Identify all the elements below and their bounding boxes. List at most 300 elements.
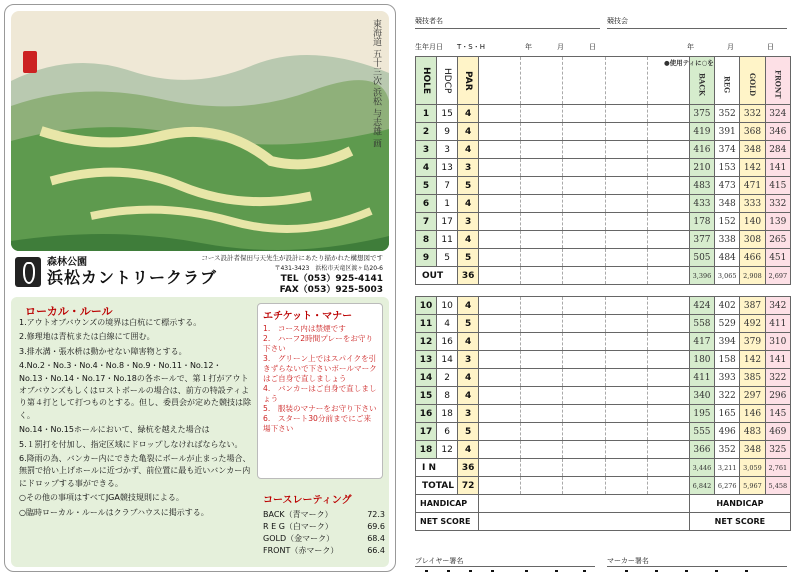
hole-hdcp: 5 — [437, 249, 458, 267]
score-entry-cell[interactable] — [563, 315, 605, 333]
grand-total-row-gold: 5,967 — [740, 477, 765, 495]
score-entry-cell[interactable] — [605, 369, 647, 387]
score-entry-cell[interactable] — [605, 315, 647, 333]
score-total-cell[interactable] — [605, 267, 647, 285]
hole-number: 1 — [416, 105, 437, 123]
rating-value: 72.3 — [367, 510, 385, 519]
back-yardage: 210 — [689, 159, 714, 177]
reg-yardage: 391 — [715, 123, 740, 141]
reg-yardage: 153 — [715, 159, 740, 177]
hole-row — [416, 369, 791, 387]
gold-yardage: 385 — [740, 369, 765, 387]
hole-hdcp: 16 — [437, 333, 458, 351]
gold-yardage: 471 — [740, 177, 765, 195]
hole-row — [416, 141, 791, 159]
hole-hdcp: 7 — [437, 177, 458, 195]
score-entry-cell[interactable] — [563, 297, 605, 315]
local-rule: 2.修理地は青杭または白線にて囲む。 — [19, 332, 155, 342]
score-entry-cell[interactable] — [605, 333, 647, 351]
hole-number: 3 — [416, 141, 437, 159]
local-rules-list — [19, 317, 251, 521]
out-total-row — [416, 267, 791, 285]
gold-yardage: 142 — [740, 159, 765, 177]
rating-row-back — [263, 509, 385, 521]
year-label-2: 年 — [687, 43, 694, 51]
score-entry-cell[interactable] — [563, 231, 605, 249]
back-yardage: 366 — [689, 441, 714, 459]
net-score-row — [416, 513, 791, 531]
score-entry-cell[interactable] — [563, 177, 605, 195]
competitor-name-label: 競技者名 — [415, 17, 443, 25]
back-yardage: 178 — [689, 213, 714, 231]
score-entry-cell[interactable] — [521, 423, 563, 441]
rating-label: GOLD（金マーク） — [263, 534, 335, 543]
hole-number: 10 — [416, 297, 437, 315]
score-entry-cell[interactable] — [563, 387, 605, 405]
score-entry-cell[interactable] — [647, 387, 689, 405]
hole-row — [416, 351, 791, 369]
score-entry-cell[interactable] — [521, 249, 563, 267]
rating-label: R E G（白マーク） — [263, 522, 333, 531]
hole-hdcp: 8 — [437, 387, 458, 405]
score-total-cell[interactable] — [479, 477, 521, 495]
etiquette-item: 1. コース内は禁煙です — [263, 324, 346, 333]
hole-number: 4 — [416, 159, 437, 177]
net-score-row-label-right: NET SCORE — [689, 513, 790, 531]
in-total-row-label: I N — [416, 459, 458, 477]
gold-yardage: 387 — [740, 297, 765, 315]
score-entry-cell[interactable] — [521, 123, 563, 141]
hole-row — [416, 315, 791, 333]
club-address: 〒431-3423 浜松市天竜区渡ヶ島20-6 — [274, 265, 383, 272]
hole-row — [416, 423, 791, 441]
back-yardage: 377 — [689, 231, 714, 249]
score-total-cell[interactable] — [563, 267, 605, 285]
scorecard-panel — [405, 4, 796, 572]
etiquette-item: 4. バンカーはご自身で直しましょう — [263, 384, 377, 403]
club-tel: TEL（053）925-4141 — [280, 274, 383, 284]
month-label-2: 月 — [727, 43, 734, 51]
score-entry-cell[interactable] — [521, 369, 563, 387]
hole-par: 3 — [458, 351, 479, 369]
score-entry-cell[interactable] — [563, 405, 605, 423]
score-entry-cell[interactable] — [479, 213, 521, 231]
score-entry-cell[interactable] — [647, 333, 689, 351]
score-total-cell[interactable] — [563, 477, 605, 495]
hole-hdcp: 17 — [437, 213, 458, 231]
hole-par: 4 — [458, 141, 479, 159]
score-total-cell[interactable] — [605, 477, 647, 495]
etiquette-item: 5. 服装のマナーをお守り下さい — [263, 404, 377, 413]
score-total-cell[interactable] — [479, 267, 521, 285]
hole-par: 4 — [458, 441, 479, 459]
score-entry-cell[interactable] — [563, 333, 605, 351]
hole-hdcp: 3 — [437, 141, 458, 159]
in-total-row — [416, 459, 791, 477]
hole-number: 11 — [416, 315, 437, 333]
score-total-cell[interactable] — [647, 267, 689, 285]
etiquette-item: 2. ハーフ2時間プレーをお守り下さい — [263, 334, 374, 353]
hole-row — [416, 123, 791, 141]
score-entry-cell[interactable] — [563, 123, 605, 141]
hole-row — [416, 105, 791, 123]
score-entry-cell[interactable] — [605, 423, 647, 441]
score-entry-cell[interactable] — [563, 213, 605, 231]
score-entry-cell[interactable] — [563, 195, 605, 213]
score-entry-cell[interactable] — [605, 351, 647, 369]
score-entry-cell[interactable] — [479, 297, 521, 315]
score-entry-cell[interactable] — [647, 405, 689, 423]
score-entry-cell[interactable] — [605, 141, 647, 159]
calligraphy-signature: 東海道 五十三次 浜松 与志雄 画 — [371, 19, 381, 148]
score-entry-cell[interactable] — [563, 351, 605, 369]
hole-par: 4 — [458, 195, 479, 213]
score-entry-cell[interactable] — [479, 315, 521, 333]
front-yardage: 325 — [765, 441, 790, 459]
etiquette-item: 3. グリーン上ではスパイクを引きずらないで下さいボールマークはご自身で直しましょう — [263, 354, 377, 383]
score-entry-cell[interactable] — [521, 315, 563, 333]
back-yardage: 558 — [689, 315, 714, 333]
out-total-row-label: OUT — [416, 267, 458, 285]
hole-par: 4 — [458, 297, 479, 315]
hole-header: HOLE — [416, 57, 437, 105]
score-entry-cell[interactable] — [479, 333, 521, 351]
in-total-row-back: 3,446 — [689, 459, 714, 477]
back-yardage: 483 — [689, 177, 714, 195]
front-yardage: 310 — [765, 333, 790, 351]
score-entry-cell[interactable] — [605, 297, 647, 315]
front-yardage: 284 — [765, 141, 790, 159]
rating-value: 66.4 — [367, 546, 385, 555]
score-entry-cell[interactable] — [563, 141, 605, 159]
hole-par: 4 — [458, 387, 479, 405]
in-total-row-reg: 3,211 — [715, 459, 740, 477]
score-total-cell[interactable] — [521, 267, 563, 285]
score-entry-cell[interactable] — [521, 177, 563, 195]
score-entry-cell[interactable] — [479, 369, 521, 387]
in-total-row-par: 36 — [458, 459, 479, 477]
score-entry-cell[interactable] — [647, 141, 689, 159]
grand-total-row-reg: 6,276 — [715, 477, 740, 495]
hole-number: 14 — [416, 369, 437, 387]
score-entry-cell[interactable] — [647, 105, 689, 123]
reg-yardage: 393 — [715, 369, 740, 387]
club-header — [11, 251, 389, 295]
score-entry-cell[interactable] — [647, 249, 689, 267]
score-entry-cell[interactable] — [521, 195, 563, 213]
hole-hdcp: 2 — [437, 369, 458, 387]
club-fax: FAX（053）925-5003 — [279, 285, 383, 295]
front-yardage: 296 — [765, 387, 790, 405]
score-entry-cell[interactable] — [521, 441, 563, 459]
reg-yardage: 374 — [715, 141, 740, 159]
etiquette-box — [257, 303, 383, 479]
score-entry-cell[interactable] — [605, 213, 647, 231]
grand-total-row-front: 5,458 — [765, 477, 790, 495]
score-entry-cell[interactable] — [647, 441, 689, 459]
scorecard-out-table — [415, 56, 791, 285]
score-entry-cell[interactable] — [605, 195, 647, 213]
player-col-header[interactable] — [563, 57, 605, 105]
handicap-row-player-entry[interactable] — [479, 495, 690, 513]
score-entry-cell[interactable] — [647, 315, 689, 333]
hole-number: 9 — [416, 249, 437, 267]
score-entry-cell[interactable] — [479, 441, 521, 459]
back-yardage: 424 — [689, 297, 714, 315]
out-total-row-reg: 3,065 — [715, 267, 740, 285]
gold-yardage: 332 — [740, 105, 765, 123]
score-entry-cell[interactable] — [479, 351, 521, 369]
player-col-header[interactable] — [521, 57, 563, 105]
hole-row — [416, 213, 791, 231]
grand-total-row — [416, 477, 791, 495]
score-entry-cell[interactable] — [521, 405, 563, 423]
club-name: 浜松カントリークラブ — [47, 268, 218, 287]
score-entry-cell[interactable] — [605, 231, 647, 249]
rules-section — [11, 297, 389, 567]
hole-number: 8 — [416, 231, 437, 249]
tee-instruction: ●使用ティに○を — [663, 59, 714, 67]
reg-yardage: 152 — [715, 213, 740, 231]
score-total-cell[interactable] — [479, 459, 521, 477]
in-rows — [416, 297, 791, 531]
year-label: 年 — [525, 43, 532, 51]
club-logo-icon — [15, 257, 41, 287]
front-yardage: 332 — [765, 195, 790, 213]
front-yardage: 265 — [765, 231, 790, 249]
front-yardage: 346 — [765, 123, 790, 141]
competitor-name-line[interactable] — [415, 28, 600, 29]
back-tee-header[interactable] — [663, 57, 714, 105]
hole-hdcp: 9 — [437, 123, 458, 141]
front-tee-header[interactable]: FRONT — [765, 57, 790, 105]
scorecard-in-table — [415, 296, 791, 531]
score-entry-cell[interactable] — [479, 231, 521, 249]
hole-par: 4 — [458, 369, 479, 387]
reg-yardage: 338 — [715, 231, 740, 249]
reg-yardage: 158 — [715, 351, 740, 369]
score-total-cell[interactable] — [647, 477, 689, 495]
reg-yardage: 529 — [715, 315, 740, 333]
score-entry-cell[interactable] — [479, 141, 521, 159]
competition-line[interactable] — [607, 28, 787, 29]
hole-hdcp: 15 — [437, 105, 458, 123]
gold-tee-header[interactable]: GOLD — [740, 57, 765, 105]
score-entry-cell[interactable] — [605, 405, 647, 423]
reg-yardage: 484 — [715, 249, 740, 267]
gold-yardage: 348 — [740, 441, 765, 459]
out-total-row-gold: 2,908 — [740, 267, 765, 285]
handicap-row — [416, 495, 791, 513]
handicap-row-label-right: HANDICAP — [689, 495, 790, 513]
day-label: 日 — [589, 43, 596, 51]
score-total-cell[interactable] — [605, 459, 647, 477]
front-yardage: 141 — [765, 159, 790, 177]
score-entry-cell[interactable] — [647, 369, 689, 387]
score-entry-cell[interactable] — [521, 213, 563, 231]
score-entry-cell[interactable] — [647, 123, 689, 141]
etiquette-title: エチケット・マナー — [263, 311, 353, 322]
hole-number: 15 — [416, 387, 437, 405]
score-entry-cell[interactable] — [521, 351, 563, 369]
score-entry-cell[interactable] — [521, 297, 563, 315]
back-yardage: 195 — [689, 405, 714, 423]
score-entry-cell[interactable] — [479, 423, 521, 441]
front-yardage: 322 — [765, 369, 790, 387]
barcode-ticks — [415, 570, 795, 572]
score-entry-cell[interactable] — [479, 177, 521, 195]
hdcp-header: HDCP — [437, 57, 458, 105]
hole-number: 12 — [416, 333, 437, 351]
net-score-row-player-entry[interactable] — [479, 513, 690, 531]
score-entry-cell[interactable] — [605, 105, 647, 123]
grand-total-row-label: TOTAL — [416, 477, 458, 495]
score-entry-cell[interactable] — [647, 423, 689, 441]
hole-par: 5 — [458, 423, 479, 441]
hole-hdcp: 1 — [437, 195, 458, 213]
month-label: 月 — [557, 43, 564, 51]
hole-number: 6 — [416, 195, 437, 213]
hole-number: 17 — [416, 423, 437, 441]
hole-par: 4 — [458, 231, 479, 249]
score-entry-cell[interactable] — [647, 231, 689, 249]
player-col-header[interactable] — [479, 57, 521, 105]
rating-label: BACK（青マーク） — [263, 510, 333, 519]
hole-row — [416, 195, 791, 213]
score-entry-cell[interactable] — [521, 231, 563, 249]
gold-yardage: 348 — [740, 141, 765, 159]
rating-value: 69.6 — [367, 522, 385, 531]
reg-yardage: 473 — [715, 177, 740, 195]
score-entry-cell[interactable] — [479, 249, 521, 267]
front-yardage: 451 — [765, 249, 790, 267]
score-entry-cell[interactable] — [605, 177, 647, 195]
score-entry-cell[interactable] — [605, 387, 647, 405]
hole-hdcp: 6 — [437, 423, 458, 441]
gold-yardage: 379 — [740, 333, 765, 351]
course-rating — [263, 491, 385, 557]
back-yardage: 555 — [689, 423, 714, 441]
score-entry-cell[interactable] — [647, 297, 689, 315]
hole-hdcp: 13 — [437, 159, 458, 177]
score-entry-cell[interactable] — [479, 387, 521, 405]
score-entry-cell[interactable] — [647, 177, 689, 195]
score-entry-cell[interactable] — [605, 159, 647, 177]
rating-value: 68.4 — [367, 534, 385, 543]
score-total-cell[interactable] — [521, 459, 563, 477]
hole-par: 4 — [458, 123, 479, 141]
etiquette-item: 6. スタート30分前までにご来場下さい — [263, 414, 372, 433]
back-yardage: 416 — [689, 141, 714, 159]
score-entry-cell[interactable] — [521, 387, 563, 405]
reg-tee-header[interactable]: REG — [715, 57, 740, 105]
score-entry-cell[interactable] — [563, 249, 605, 267]
gold-yardage: 297 — [740, 387, 765, 405]
reg-yardage: 496 — [715, 423, 740, 441]
gold-yardage: 146 — [740, 405, 765, 423]
gold-yardage: 492 — [740, 315, 765, 333]
era-label: T・S・H — [457, 43, 485, 51]
competition-label: 競技会 — [607, 17, 628, 25]
red-seal-stamp — [23, 51, 37, 73]
player-sign-label: プレイヤー署名 — [415, 557, 464, 565]
score-entry-cell[interactable] — [521, 159, 563, 177]
score-entry-cell[interactable] — [605, 249, 647, 267]
front-yardage: 141 — [765, 351, 790, 369]
score-total-cell[interactable] — [647, 459, 689, 477]
hole-number: 5 — [416, 177, 437, 195]
score-entry-cell[interactable] — [647, 195, 689, 213]
score-entry-cell[interactable] — [563, 369, 605, 387]
player-sign-line[interactable] — [415, 566, 595, 567]
gold-yardage: 333 — [740, 195, 765, 213]
gold-yardage: 368 — [740, 123, 765, 141]
in-total-row-gold: 3,059 — [740, 459, 765, 477]
hole-number: 16 — [416, 405, 437, 423]
hole-number: 13 — [416, 351, 437, 369]
reg-yardage: 402 — [715, 297, 740, 315]
out-total-row-back: 3,396 — [689, 267, 714, 285]
rating-row-reg — [263, 521, 385, 533]
hole-par: 5 — [458, 249, 479, 267]
score-entry-cell[interactable] — [563, 423, 605, 441]
gold-yardage: 308 — [740, 231, 765, 249]
hole-par: 4 — [458, 333, 479, 351]
local-rule: ○臨時ローカル・ルールはクラブハウスに掲示する。 — [19, 507, 209, 517]
score-entry-cell[interactable] — [521, 141, 563, 159]
back-yardage: 419 — [689, 123, 714, 141]
back-yardage: 411 — [689, 369, 714, 387]
score-entry-cell[interactable] — [605, 123, 647, 141]
marker-sign-line[interactable] — [607, 566, 787, 567]
hole-number: 7 — [416, 213, 437, 231]
score-entry-cell[interactable] — [479, 195, 521, 213]
score-entry-cell[interactable] — [647, 159, 689, 177]
score-entry-cell[interactable] — [521, 333, 563, 351]
front-yardage: 145 — [765, 405, 790, 423]
front-yardage: 469 — [765, 423, 790, 441]
score-entry-cell[interactable] — [479, 123, 521, 141]
score-total-cell[interactable] — [563, 459, 605, 477]
hole-hdcp: 10 — [437, 297, 458, 315]
back-yardage: 505 — [689, 249, 714, 267]
local-rule: 4.No.2・No.3・No.4・No.8・No.9・No.11・No.12・No.13・No.14・No.17・No.18の各ホールで、第１打がアウトオブバウンズもしくはロストボールの場合は、前方の特設ティより第４打として打つものとする。但し、委員会が定めた競技は除く。 — [19, 361, 251, 420]
front-yardage: 411 — [765, 315, 790, 333]
score-entry-cell[interactable] — [563, 159, 605, 177]
score-entry-cell[interactable] — [479, 405, 521, 423]
reg-yardage: 165 — [715, 405, 740, 423]
rating-label: FRONT（赤マーク） — [263, 546, 339, 555]
designer-note: コース設計者保田与天先生が設計にあたり描かれた構想図です — [201, 254, 383, 262]
score-entry-cell[interactable] — [605, 441, 647, 459]
hole-par: 3 — [458, 159, 479, 177]
score-entry-cell[interactable] — [563, 441, 605, 459]
score-entry-cell[interactable] — [647, 351, 689, 369]
score-total-cell[interactable] — [521, 477, 563, 495]
hole-hdcp: 11 — [437, 231, 458, 249]
in-total-row-front: 2,761 — [765, 459, 790, 477]
hole-row — [416, 249, 791, 267]
score-entry-cell[interactable] — [479, 105, 521, 123]
score-entry-cell[interactable] — [521, 105, 563, 123]
hole-row — [416, 297, 791, 315]
score-entry-cell[interactable] — [563, 105, 605, 123]
hole-par: 4 — [458, 105, 479, 123]
hole-par: 5 — [458, 315, 479, 333]
score-entry-cell[interactable] — [479, 159, 521, 177]
reg-yardage: 352 — [715, 105, 740, 123]
score-entry-cell[interactable] — [647, 213, 689, 231]
